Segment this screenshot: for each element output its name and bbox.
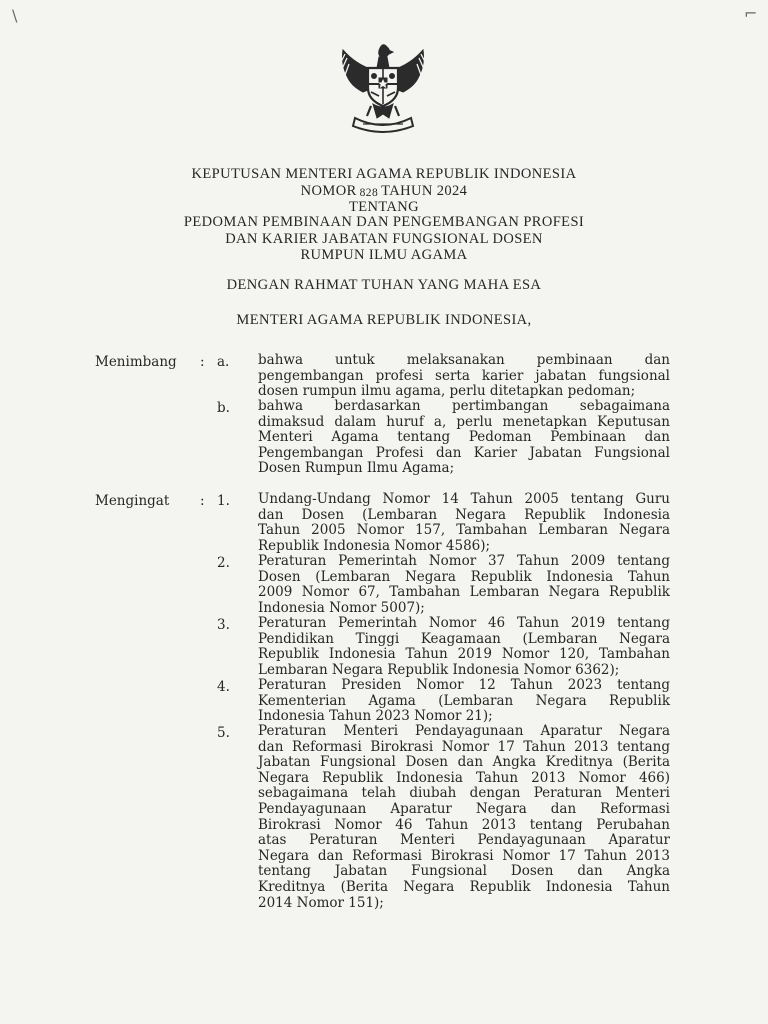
title-line-subject-3: RUMPUN ILMU AGAMA bbox=[300, 247, 468, 263]
mengingat-item-5-line: Kreditnya (Berita Negara Republik Indonesia Tahun bbox=[258, 878, 670, 895]
menimbang-item-b-line: Dosen Rumpun Ilmu Agama; bbox=[258, 460, 455, 477]
title-line-1: KEPUTUSAN MENTERI AGAMA REPUBLIK INDONESIA bbox=[191, 166, 577, 182]
mengingat-item-3-line: Republik Indonesia Tahun 2019 Nomor 120, Tambahan bbox=[258, 646, 670, 663]
preamble: DENGAN RAHMAT TUHAN YANG MAHA ESA bbox=[226, 277, 542, 293]
menimbang-item-a-line: pengembangan profesi serta karier jabatan fungsional bbox=[258, 367, 670, 384]
mengingat-item-2-line: Dosen (Lembaran Negara Republik Indonesia Tahun bbox=[258, 568, 670, 585]
mengingat-item-1-line: Tahun 2005 Nomor 157, Tambahan Lembaran Negara bbox=[258, 522, 670, 539]
mengingat-item-5-line: Jabatan Fungsional Dosen dan Angka Kreditnya (Berita bbox=[258, 754, 670, 771]
mengingat-item-2-line: Peraturan Pemerintah Nomor 37 Tahun 2009 tentang bbox=[258, 553, 670, 569]
mengingat-item-5-line: sebagaimana telah diubah dengan Peraturan Menteri bbox=[258, 785, 670, 802]
scan-mark-left: \ bbox=[12, 6, 18, 25]
title-line-subject-1: PEDOMAN PEMBINAAN DAN PENGEMBANGAN PROFESI bbox=[183, 214, 585, 230]
mengingat-item-5-marker: 5. bbox=[217, 725, 230, 741]
mengingat-item-5-line: Birokrasi Nomor 46 Tahun 2013 tentang Perubahan bbox=[258, 816, 670, 833]
mengingat-item-1-line: Republik Indonesia Nomor 4586); bbox=[258, 537, 491, 554]
mengingat-item-5-line: dan Reformasi Birokrasi Nomor 17 Tahun 2013 tentang bbox=[258, 738, 670, 755]
mengingat-item-5-line: atas Peraturan Menteri Pendayagunaan Aparatur bbox=[258, 832, 670, 849]
nomor-number: 828 bbox=[359, 187, 379, 199]
menimbang-item-b-line: Menteri Agama tentang Pedoman Pembinaan dan bbox=[258, 429, 670, 446]
mengingat-item-5-line: tentang Jabatan Fungsional Dosen dan Angka bbox=[258, 863, 670, 880]
mengingat-item-3-line: Peraturan Pemerintah Nomor 46 Tahun 2019 tentang bbox=[258, 615, 670, 631]
title-line-tentang: TENTANG bbox=[348, 199, 420, 215]
mengingat-item-4-line: Peraturan Presiden Nomor 12 Tahun 2023 tentang bbox=[258, 677, 670, 693]
menimbang-item-b-line: dimaksud dalam huruf a, perlu menetapkan Keputusan bbox=[258, 413, 670, 430]
mengingat-label: Mengingat bbox=[95, 493, 170, 509]
nomor-label: NOMOR bbox=[300, 183, 357, 199]
menimbang-item-b bbox=[258, 399, 670, 477]
mengingat-item-3-marker: 3. bbox=[217, 617, 230, 633]
garuda-emblem-icon bbox=[333, 42, 433, 138]
menimbang-colon: : bbox=[200, 354, 205, 370]
mengingat-item-1-line: Undang-Undang Nomor 14 Tahun 2005 tentang Guru bbox=[258, 491, 670, 507]
mengingat-item-5-line: 2014 Nomor 151); bbox=[258, 894, 384, 911]
mengingat-item-1-marker: 1. bbox=[217, 493, 230, 509]
menimbang-item-b-marker: b. bbox=[217, 400, 230, 416]
menimbang-item-a-line: dosen rumpun ilmu agama, perlu ditetapkan pedoman; bbox=[258, 383, 636, 400]
mengingat-item-5-line: Negara Republik Indonesia Tahun 2013 Nomor 466) bbox=[258, 769, 670, 786]
mengingat-item-2-line: 2009 Nomor 67, Tambahan Lembaran Negara Republik bbox=[258, 584, 670, 601]
mengingat-item-2-line: Indonesia Nomor 5007); bbox=[258, 599, 425, 616]
mengingat-item-3-line: Lembaran Negara Republik Indonesia Nomor 6362); bbox=[258, 661, 620, 678]
scan-mark-right: ⌐ bbox=[744, 4, 758, 23]
menimbang-label: Menimbang bbox=[95, 354, 177, 370]
mengingat-item-2-marker: 2. bbox=[217, 555, 230, 571]
mengingat-item-4-line: Indonesia Tahun 2023 Nomor 21); bbox=[258, 708, 493, 725]
mengingat-item-3 bbox=[258, 616, 670, 678]
authority: MENTERI AGAMA REPUBLIK INDONESIA, bbox=[236, 312, 532, 328]
menimbang-item-a bbox=[258, 353, 670, 400]
menimbang-item-a-marker: a. bbox=[217, 354, 230, 370]
mengingat-item-5-line: Pendayagunaan Aparatur Negara dan Reformasi bbox=[258, 800, 670, 817]
mengingat-item-5 bbox=[258, 724, 670, 911]
mengingat-item-4-marker: 4. bbox=[217, 679, 230, 695]
mengingat-item-5-line: Negara dan Reformasi Birokrasi Nomor 17 Tahun 2013 bbox=[258, 847, 670, 864]
mengingat-item-4-line: Kementerian Agama (Lembaran Negara Republik bbox=[258, 692, 670, 709]
mengingat-item-3-line: Pendidikan Tinggi Keagamaan (Lembaran Negara bbox=[258, 630, 670, 647]
tahun-label: TAHUN 2024 bbox=[381, 183, 468, 199]
menimbang-item-a-line: bahwa untuk melaksanakan pembinaan dan bbox=[258, 352, 670, 368]
mengingat-colon: : bbox=[200, 493, 205, 509]
mengingat-item-5-line: Peraturan Menteri Pendayagunaan Aparatur Negara bbox=[258, 723, 670, 739]
menimbang-item-b-line: bahwa berdasarkan pertimbangan sebagaimana bbox=[258, 398, 670, 414]
menimbang-item-b-line: Pengembangan Profesi dan Karier Jabatan Fungsional bbox=[258, 444, 670, 461]
title-line-subject-2: DAN KARIER JABATAN FUNGSIONAL DOSEN bbox=[225, 231, 543, 247]
mengingat-item-1-line: dan Dosen (Lembaran Negara Republik Indonesia bbox=[258, 506, 670, 523]
mengingat-item-2 bbox=[258, 554, 670, 616]
mengingat-item-4 bbox=[258, 678, 670, 725]
mengingat-item-1 bbox=[258, 492, 670, 554]
